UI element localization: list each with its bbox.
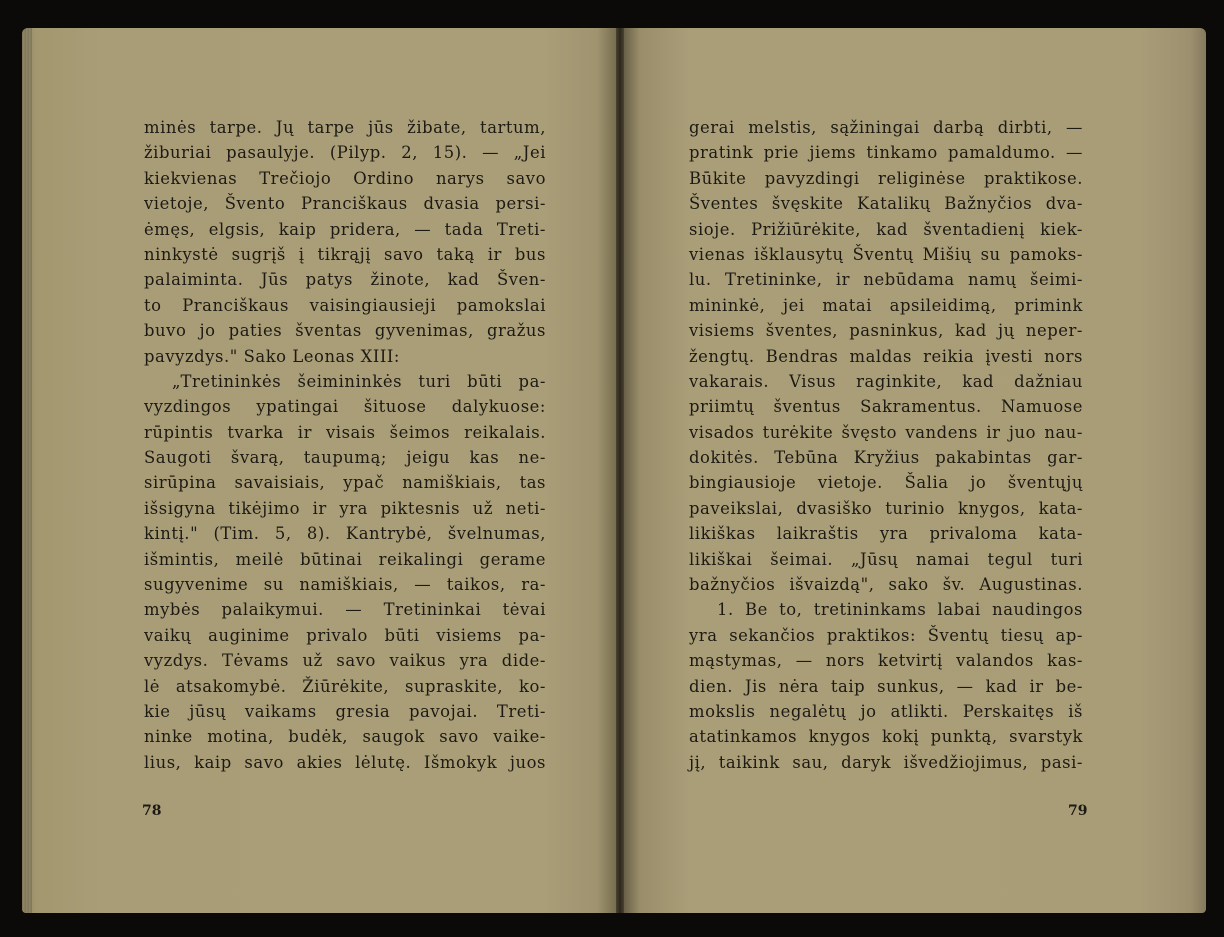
text-line: vyzdingos ypatingai šituose dalykuose: xyxy=(144,397,546,417)
text-line: dien. Jis nėra taip sunkus, — kad ir be- xyxy=(689,676,1083,696)
text-line: žiburiai pasaulyje. (Pilyp. 2, 15). — „Jei xyxy=(144,143,546,163)
text-line: lius, kaip savo akies lėlutę. Išmokyk juos xyxy=(144,752,546,772)
left-page xyxy=(22,28,620,913)
text-line: to Pranciškaus vaisingiausieji pamokslai xyxy=(144,295,546,315)
text-line: mokslis negalėtų jo atlikti. Perskaitęs iš xyxy=(689,701,1083,721)
text-line: mąstymas, — nors ketvirtį valandos kas- xyxy=(689,651,1083,671)
text-line: lė atsakomybė. Žiūrėkite, supraskite, ko- xyxy=(144,676,546,696)
text-line: Šventes švęskite Katalikų Bažnyčios dva- xyxy=(689,194,1083,214)
book-gutter xyxy=(616,28,624,913)
right-page xyxy=(620,28,1206,913)
text-line: rūpintis tvarka ir visais šeimos reikalais. xyxy=(144,422,546,442)
text-line: vaikų auginime privalo būti visiems pa- xyxy=(144,625,546,645)
text-line: kiekvienas Trečiojo Ordino narys savo xyxy=(144,168,546,188)
text-line: Saugoti švarą, taupumą; jeigu kas ne- xyxy=(144,448,546,468)
text-line: pavyzdys." Sako Leonas XIII: xyxy=(144,346,400,366)
text-line: kintį." (Tim. 5, 8). Kantrybė, švelnumas, xyxy=(144,524,546,544)
text-line: jį, taikink sau, daryk išvedžiojimus, pasi- xyxy=(689,752,1083,772)
text-line: buvo jo paties šventas gyvenimas, gražus xyxy=(144,321,546,341)
text-line: išmintis, meilė būtinai reikalingi gerame xyxy=(144,549,546,569)
text-line: žengtų. Bendras maldas reikia įvesti nors xyxy=(689,346,1083,366)
text-line: kie jūsų vaikams gresia pavojai. Treti- xyxy=(144,701,546,721)
text-line: lu. Tretininke, ir nebūdama namų šeimi- xyxy=(689,270,1083,290)
text-line: „Tretininkės šeimininkės turi būti pa- xyxy=(172,371,546,391)
text-line: išsigyna tikėjimo ir yra piktesnis už neti- xyxy=(144,498,546,518)
text-line: bingiausioje vietoje. Šalia jo šventųjų xyxy=(689,473,1083,493)
page-edge xyxy=(22,28,32,913)
text-line: sirūpina savaisiais, ypač namiškiais, tas xyxy=(144,473,546,493)
text-line: 1. Be to, tretininkams labai naudingos xyxy=(717,600,1083,620)
text-line: ninkystė sugrįš į tikrąjį savo taką ir bus xyxy=(144,244,546,264)
text-line: minės tarpe. Jų tarpe jūs žibate, tartum, xyxy=(144,118,546,137)
text-line: mininkė, jei matai apsileidimą, primink xyxy=(689,295,1083,315)
text-line: sugyvenime su namiškiais, — taikos, ra- xyxy=(144,575,546,595)
text-line: vietoje, Švento Pranciškaus dvasia persi- xyxy=(144,194,546,214)
book-spread xyxy=(22,28,1206,913)
text-line: likiškas laikraštis yra privaloma kata- xyxy=(689,524,1083,544)
page-number-left: 78 xyxy=(142,803,162,819)
text-line: priimtų šventus Sakramentus. Namuose xyxy=(689,397,1083,417)
text-line: Būkite pavyzdingi religinėse praktikose. xyxy=(689,168,1083,188)
page-number-right: 79 xyxy=(1068,803,1088,819)
text-line: pratink prie jiems tinkamo pamaldumo. — xyxy=(689,143,1083,163)
text-line: vyzdys. Tėvams už savo vaikus yra dide- xyxy=(144,651,546,671)
left-page-text xyxy=(144,115,546,775)
text-line: yra sekančios praktikos: Šventų tiesų ap- xyxy=(689,625,1083,645)
text-line: paveikslai, dvasiško turinio knygos, kata- xyxy=(689,498,1083,518)
text-line: palaiminta. Jūs patys žinote, kad Šven- xyxy=(144,270,546,290)
text-line: dokitės. Tebūna Kryžius pakabintas gar- xyxy=(689,448,1083,468)
text-line: likiškai šeimai. „Jūsų namai tegul turi xyxy=(689,549,1083,569)
text-line: mybės palaikymui. — Tretininkai tėvai xyxy=(144,600,546,620)
text-line: ėmęs, elgsis, kaip pridera, — tada Treti- xyxy=(144,219,546,239)
text-line: atatinkamos knygos kokį punktą, svarstyk xyxy=(689,727,1083,747)
text-line: gerai melstis, sąžiningai darbą dirbti, — xyxy=(689,118,1083,137)
text-line: bažnyčios išvaizdą", sako šv. Augustinas. xyxy=(689,575,1083,595)
right-page-text xyxy=(689,115,1083,775)
text-line: visiems šventes, pasninkus, kad jų neper- xyxy=(689,321,1083,341)
text-line: ninke motina, budėk, saugok savo vaike- xyxy=(144,727,546,747)
text-line: sioje. Prižiūrėkite, kad šventadienį kiek- xyxy=(689,219,1083,239)
text-line: visados turėkite švęsto vandens ir juo nau- xyxy=(689,422,1083,442)
text-line: vakarais. Visus raginkite, kad dažniau xyxy=(689,371,1083,391)
text-line: vienas išklausytų Šventų Mišių su pamoks- xyxy=(689,244,1083,264)
